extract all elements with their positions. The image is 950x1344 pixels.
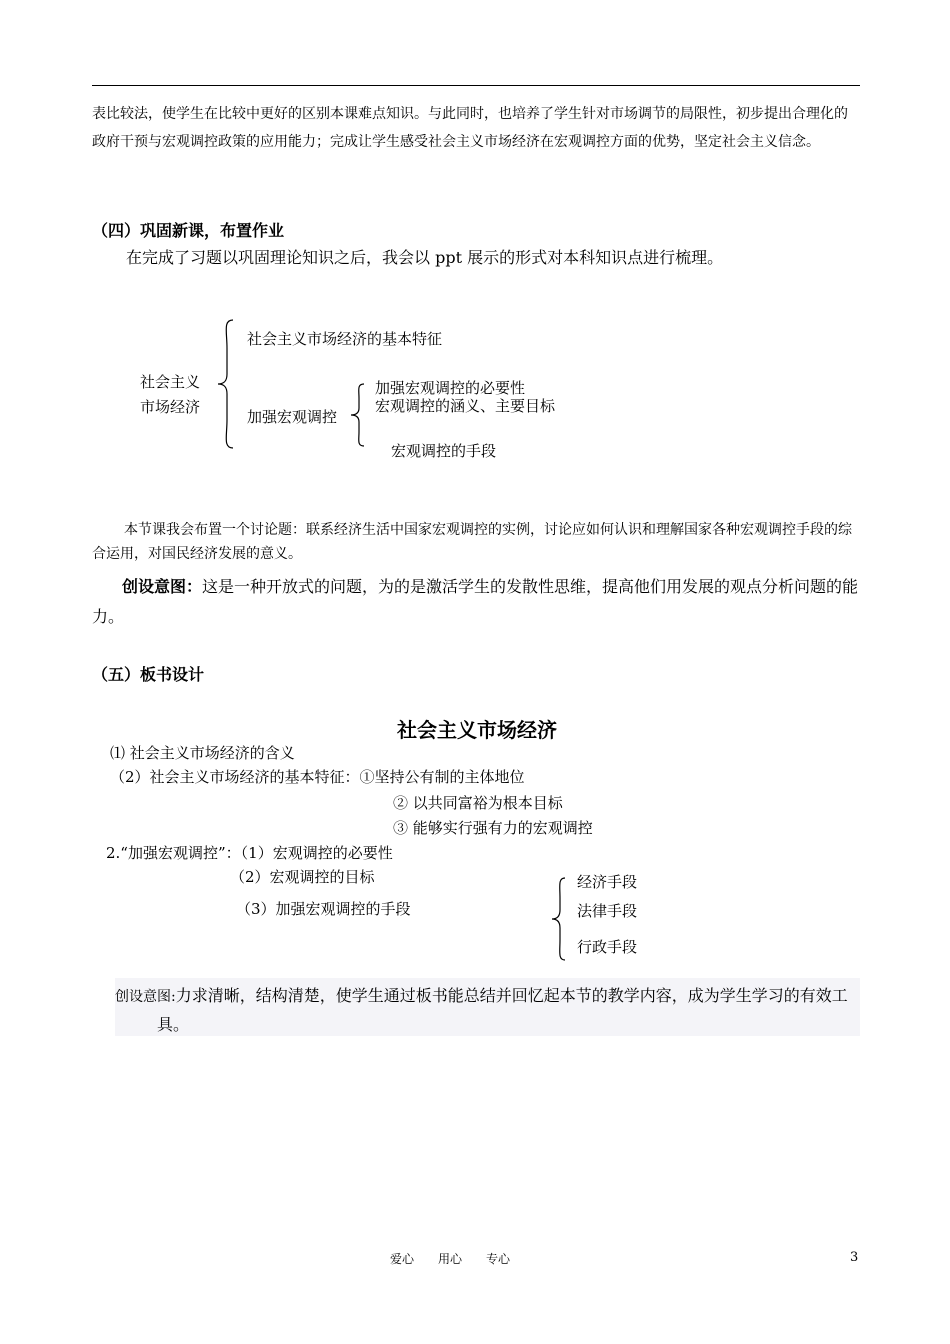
discussion-intent <box>92 572 860 632</box>
diagram-sub1: 加强宏观调控的必要性 <box>375 379 526 397</box>
board-intent-text: 力求清晰，结构清楚，使学生通过板书能总结并回忆起本节的教学内容，成为学生学习的有效工具。 <box>157 986 848 1034</box>
footer-slogan: 爱心 用心 专心 <box>390 1252 511 1266</box>
section4-heading: （四）巩固新课，布置作业 <box>92 221 285 240</box>
discussion-intent-label: 创设意图： <box>122 577 203 596</box>
diagram-brace-small <box>348 382 368 448</box>
board-line4: ③ 能够实行强有力的宏观调控 <box>393 819 593 837</box>
discussion-text: 本节课我会布置一个讨论题：联系经济生活中国家宏观调控的实例，讨论应如何认识和理解国家各种宏观调控手段的综合运用，对国民经济发展的意义。 <box>92 522 852 562</box>
board-line2: （2）社会主义市场经济的基本特征：①坚持公有制的主体地位 <box>110 768 525 786</box>
diagram-sub2: 宏观调控的涵义、主要目标 <box>375 397 556 415</box>
discussion-intent-text: 这是一种开放式的问题，为的是激活学生的发散性思维，提高他们用发展的观点分析问题的能力。 <box>92 577 859 626</box>
intro-paragraph: 表比较法，使学生在比较中更好的区别本课难点知识。与此同时，也培养了学生针对市场调节的局限性，初步提出合理化的政府干预与宏观调控政策的应用能力；完成让学生感受社会主义市场经济在宏观调控方面的优势，坚定社会主义信念。 <box>92 106 848 150</box>
page-number: 3 <box>850 1250 859 1265</box>
diagram-root-line2: 市场经济 <box>140 398 201 416</box>
header-rule <box>92 85 860 86</box>
section4-text: 在完成了习题以巩固理论知识之后，我会以 ppt 展示的形式对本科知识点进行梳理。 <box>126 248 724 267</box>
diagram-sub3: 宏观调控的手段 <box>391 442 497 460</box>
diagram-brace-large <box>215 318 237 450</box>
board-intent-label: 创设意图: <box>115 989 176 1005</box>
board-means-economic: 经济手段 <box>577 873 638 891</box>
board-title: 社会主义市场经济 <box>397 718 557 742</box>
diagram-root-line1: 社会主义 <box>140 373 201 391</box>
section5-heading: （五）板书设计 <box>92 665 205 684</box>
board-line7: （3）加强宏观调控的手段 <box>236 900 411 918</box>
diagram-branch2: 加强宏观调控 <box>247 408 338 426</box>
board-line5: 2.“加强宏观调控”：（1）宏观调控的必要性 <box>106 844 393 862</box>
board-line3: ② 以共同富裕为根本目标 <box>393 794 563 812</box>
board-brace <box>549 876 569 962</box>
diagram-branch1: 社会主义市场经济的基本特征 <box>247 330 443 348</box>
board-means-administrative: 行政手段 <box>577 938 638 956</box>
board-line1: ⑴ 社会主义市场经济的含义 <box>110 744 295 762</box>
board-means-legal: 法律手段 <box>577 902 638 920</box>
board-intent <box>115 982 860 1039</box>
board-line6: （2）宏观调控的目标 <box>230 868 375 886</box>
